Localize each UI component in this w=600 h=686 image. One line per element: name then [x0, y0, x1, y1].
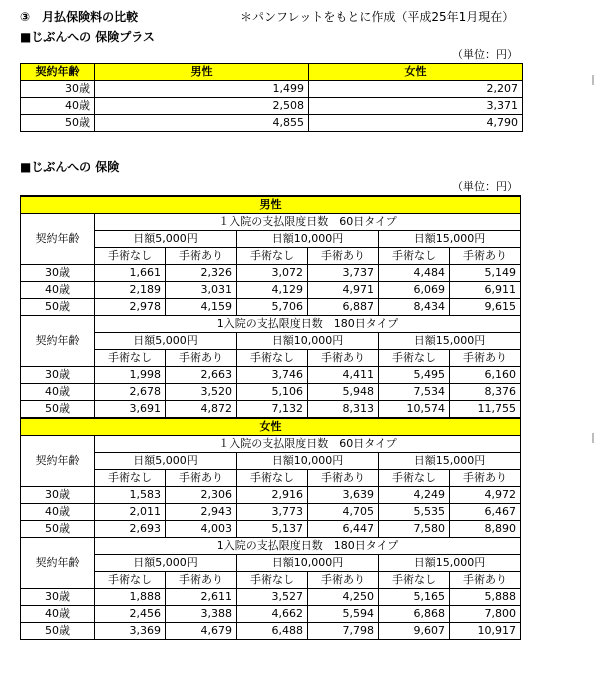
daily-amount: 日額15,000円 — [379, 555, 521, 572]
daily-amount: 日額10,000円 — [237, 333, 379, 350]
value-cell: 6,887 — [308, 299, 379, 316]
value-cell: 5,137 — [237, 521, 308, 538]
value-cell: 9,615 — [450, 299, 521, 316]
block-title: １入院の支払限度日数 60日タイプ — [95, 214, 521, 231]
value-cell: 3,691 — [95, 401, 166, 419]
table-row — [21, 606, 521, 623]
daily-amount: 日額15,000円 — [379, 231, 521, 248]
block-title: １入院の支払限度日数 60日タイプ — [95, 436, 521, 453]
age-cell: 40歳 — [21, 384, 95, 401]
scrollbar-marker — [592, 75, 594, 85]
value-cell: 2,326 — [166, 265, 237, 282]
value-cell: 8,434 — [379, 299, 450, 316]
value-cell: 3,371 — [309, 98, 523, 115]
hospital-insurance-table — [20, 195, 521, 640]
value-cell: 3,072 — [237, 265, 308, 282]
age-cell: 50歳 — [21, 623, 95, 640]
value-cell: 7,534 — [379, 384, 450, 401]
value-cell: 4,159 — [166, 299, 237, 316]
surgery-label: 手術なし — [379, 248, 450, 265]
value-cell: 4,972 — [450, 487, 521, 504]
value-cell: 7,800 — [450, 606, 521, 623]
gender-header: 男性 — [21, 196, 521, 214]
value-cell: 4,249 — [379, 487, 450, 504]
value-cell: 7,798 — [308, 623, 379, 640]
surgery-label: 手術なし — [237, 470, 308, 487]
daily-amount: 日額5,000円 — [95, 555, 237, 572]
value-cell: 3,639 — [308, 487, 379, 504]
value-cell: 8,376 — [450, 384, 521, 401]
surgery-label: 手術あり — [166, 572, 237, 589]
value-cell: 8,313 — [308, 401, 379, 419]
table-row — [21, 589, 521, 606]
value-cell: 2,916 — [237, 487, 308, 504]
table-row — [21, 401, 521, 419]
value-cell: 5,149 — [450, 265, 521, 282]
value-cell: 7,132 — [237, 401, 308, 419]
surgery-label: 手術あり — [308, 248, 379, 265]
surgery-label: 手術なし — [237, 350, 308, 367]
table-row — [21, 299, 521, 316]
value-cell: 6,868 — [379, 606, 450, 623]
surgery-label: 手術なし — [379, 350, 450, 367]
value-cell: 4,129 — [237, 282, 308, 299]
value-cell: 3,737 — [308, 265, 379, 282]
value-cell: 6,488 — [237, 623, 308, 640]
age-cell: 50歳 — [21, 401, 95, 419]
surgery-label: 手術あり — [308, 470, 379, 487]
value-cell: 2,611 — [166, 589, 237, 606]
age-header: 契約年齢 — [21, 214, 95, 265]
surgery-label: 手術なし — [379, 572, 450, 589]
daily-amount: 日額15,000円 — [379, 453, 521, 470]
block-title: 1入院の支払限度日数 180日タイプ — [95, 538, 521, 555]
surgery-label: 手術なし — [379, 470, 450, 487]
age-cell: 30歳 — [21, 265, 95, 282]
daily-amount: 日額15,000円 — [379, 333, 521, 350]
daily-amount: 日額10,000円 — [237, 453, 379, 470]
value-cell: 2,456 — [95, 606, 166, 623]
age-cell: 30歳 — [21, 487, 95, 504]
age-cell: 50歳 — [21, 521, 95, 538]
value-cell: 10,917 — [450, 623, 521, 640]
surgery-label: 手術あり — [308, 572, 379, 589]
section2-heading: ■じぶんへの 保険 — [20, 160, 120, 174]
gender-header: 女性 — [21, 418, 521, 436]
scrollbar-marker — [592, 433, 594, 443]
age-cell: 30歳 — [21, 589, 95, 606]
table-row — [21, 81, 523, 98]
surgery-label: 手術あり — [450, 470, 521, 487]
value-cell: 2,943 — [166, 504, 237, 521]
value-cell: 2,693 — [95, 521, 166, 538]
value-cell: 3,527 — [237, 589, 308, 606]
value-cell: 5,106 — [237, 384, 308, 401]
table-row — [21, 384, 521, 401]
surgery-label: 手術あり — [308, 350, 379, 367]
value-cell: 4,971 — [308, 282, 379, 299]
value-cell: 10,574 — [379, 401, 450, 419]
value-cell: 6,447 — [308, 521, 379, 538]
value-cell: 5,165 — [379, 589, 450, 606]
value-cell: 1,888 — [95, 589, 166, 606]
col-header-age: 契約年齢 — [21, 64, 95, 81]
age-cell: 30歳 — [21, 81, 95, 98]
value-cell: 1,998 — [95, 367, 166, 384]
value-cell: 4,705 — [308, 504, 379, 521]
age-header: 契約年齢 — [21, 316, 95, 367]
age-cell: 50歳 — [21, 299, 95, 316]
table-row — [21, 115, 523, 132]
value-cell: 2,678 — [95, 384, 166, 401]
surgery-label: 手術あり — [166, 248, 237, 265]
value-cell: 4,250 — [308, 589, 379, 606]
table-row — [21, 487, 521, 504]
value-cell: 3,773 — [237, 504, 308, 521]
age-cell: 40歳 — [21, 282, 95, 299]
value-cell: 2,207 — [309, 81, 523, 98]
value-cell: 2,978 — [95, 299, 166, 316]
surgery-label: 手術なし — [95, 470, 166, 487]
value-cell: 7,580 — [379, 521, 450, 538]
value-cell: 9,607 — [379, 623, 450, 640]
age-cell: 30歳 — [21, 367, 95, 384]
table-row — [21, 265, 521, 282]
table-row — [21, 623, 521, 640]
col-header-male: 男性 — [95, 64, 309, 81]
surgery-label: 手術なし — [95, 572, 166, 589]
daily-amount: 日額10,000円 — [237, 231, 379, 248]
value-cell: 4,662 — [237, 606, 308, 623]
age-header: 契約年齢 — [21, 436, 95, 487]
age-cell: 50歳 — [21, 115, 95, 132]
table-row — [21, 521, 521, 538]
value-cell: 1,661 — [95, 265, 166, 282]
plus-table — [20, 63, 523, 132]
value-cell: 2,306 — [166, 487, 237, 504]
source-note: ＊パンフレットをもとに作成（平成25年1月現在） — [240, 10, 515, 24]
table-row — [21, 504, 521, 521]
value-cell: 5,594 — [308, 606, 379, 623]
value-cell: 4,003 — [166, 521, 237, 538]
surgery-label: 手術なし — [95, 248, 166, 265]
section2-unit: （単位：円） — [452, 180, 518, 193]
age-cell: 40歳 — [21, 98, 95, 115]
age-cell: 40歳 — [21, 504, 95, 521]
daily-amount: 日額5,000円 — [95, 231, 237, 248]
age-header: 契約年齢 — [21, 538, 95, 589]
value-cell: 3,746 — [237, 367, 308, 384]
value-cell: 5,948 — [308, 384, 379, 401]
value-cell: 4,855 — [95, 115, 309, 132]
surgery-label: 手術なし — [237, 248, 308, 265]
value-cell: 6,467 — [450, 504, 521, 521]
value-cell: 11,755 — [450, 401, 521, 419]
section1-unit: （単位：円） — [452, 48, 518, 61]
value-cell: 2,011 — [95, 504, 166, 521]
daily-amount: 日額5,000円 — [95, 333, 237, 350]
table-row — [21, 98, 523, 115]
value-cell: 5,495 — [379, 367, 450, 384]
value-cell: 2,508 — [95, 98, 309, 115]
surgery-label: 手術なし — [237, 572, 308, 589]
value-cell: 4,679 — [166, 623, 237, 640]
value-cell: 5,888 — [450, 589, 521, 606]
value-cell: 4,484 — [379, 265, 450, 282]
daily-amount: 日額10,000円 — [237, 555, 379, 572]
value-cell: 3,031 — [166, 282, 237, 299]
table-row — [21, 282, 521, 299]
value-cell: 2,663 — [166, 367, 237, 384]
surgery-label: 手術なし — [95, 350, 166, 367]
value-cell: 8,890 — [450, 521, 521, 538]
surgery-label: 手術あり — [166, 350, 237, 367]
surgery-label: 手術あり — [450, 248, 521, 265]
value-cell: 5,535 — [379, 504, 450, 521]
block-title: 1入院の支払限度日数 180日タイプ — [95, 316, 521, 333]
age-cell: 40歳 — [21, 606, 95, 623]
daily-amount: 日額5,000円 — [95, 453, 237, 470]
value-cell: 1,499 — [95, 81, 309, 98]
surgery-label: 手術あり — [166, 470, 237, 487]
value-cell: 3,388 — [166, 606, 237, 623]
value-cell: 6,069 — [379, 282, 450, 299]
col-header-female: 女性 — [309, 64, 523, 81]
surgery-label: 手術あり — [450, 572, 521, 589]
value-cell: 3,520 — [166, 384, 237, 401]
value-cell: 5,706 — [237, 299, 308, 316]
value-cell: 6,160 — [450, 367, 521, 384]
page-title: ③ 月払保険料の比較 — [20, 10, 139, 24]
value-cell: 2,189 — [95, 282, 166, 299]
value-cell: 4,411 — [308, 367, 379, 384]
section1-heading: ■じぶんへの 保険プラス — [20, 30, 155, 44]
value-cell: 4,790 — [309, 115, 523, 132]
value-cell: 4,872 — [166, 401, 237, 419]
surgery-label: 手術あり — [450, 350, 521, 367]
value-cell: 3,369 — [95, 623, 166, 640]
value-cell: 6,911 — [450, 282, 521, 299]
value-cell: 1,583 — [95, 487, 166, 504]
table-row — [21, 367, 521, 384]
